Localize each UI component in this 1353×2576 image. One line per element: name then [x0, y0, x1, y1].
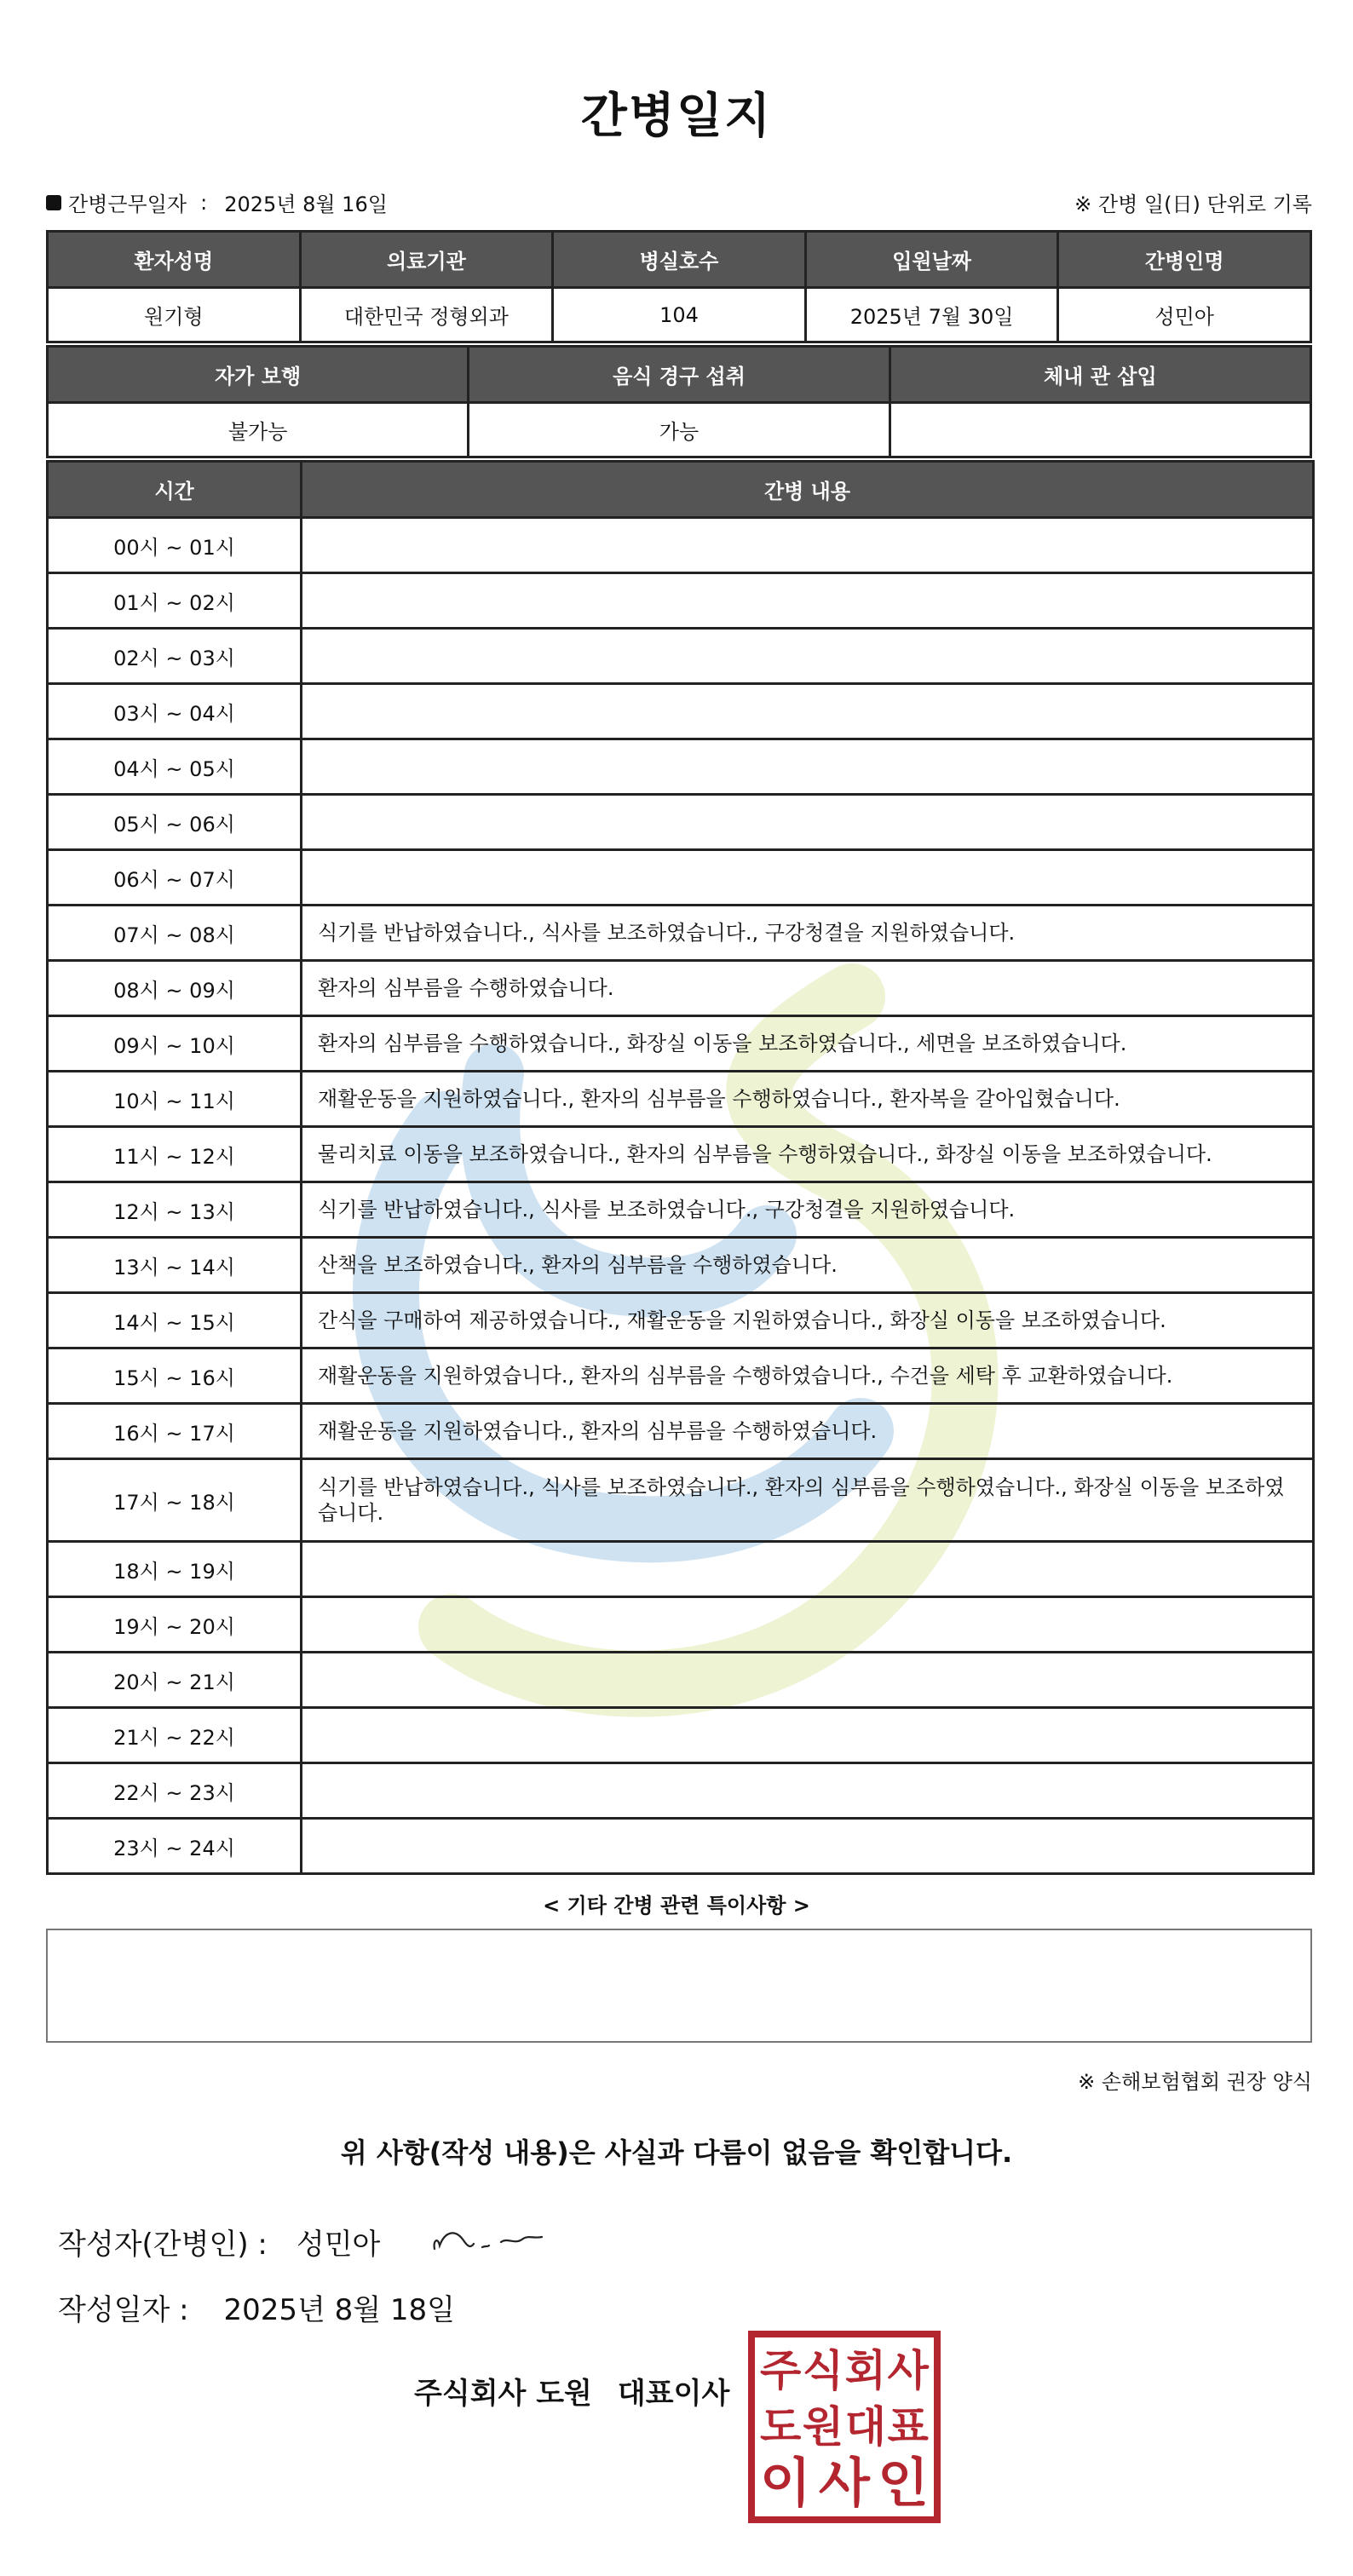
hospital-header: 의료기관 [300, 232, 553, 288]
care-content-cell [302, 795, 1314, 850]
care-content-cell: 식기를 반납하였습니다., 식사를 보조하였습니다., 구강청결을 지원하였습니다. [302, 906, 1314, 961]
written-date-line [58, 2286, 455, 2328]
remarks-box [46, 1929, 1312, 2043]
table-row [48, 1653, 1314, 1708]
hospital-cell: 대한민국 정형외과 [300, 288, 553, 342]
seal-char: 사 [819, 2452, 870, 2514]
caregiver-name-header: 간병인명 [1058, 232, 1311, 288]
handwritten-signature [429, 2220, 557, 2263]
care-content-cell: 환자의 심부름을 수행하였습니다., 화장실 이동을 보조하였습니다., 세면을 보조하였습니다. [302, 1016, 1314, 1072]
time-cell: 22시 ~ 23시 [48, 1763, 302, 1819]
time-cell: 17시 ~ 18시 [48, 1459, 302, 1542]
time-cell: 10시 ~ 11시 [48, 1072, 302, 1127]
seal-char: 원 [802, 2402, 844, 2452]
seal-char: 주 [760, 2346, 802, 2395]
care-content-header: 간병 내용 [302, 462, 1314, 518]
seal-char: 도 [760, 2402, 802, 2452]
patient-info-header-row [48, 232, 1311, 288]
care-content-cell: 식기를 반납하였습니다., 식사를 보조하였습니다., 환자의 심부름을 수행하였습니다., 화장실 이동을 보조하였습니다. [302, 1459, 1314, 1542]
care-content-cell [302, 739, 1314, 795]
care-log-header-row [48, 462, 1314, 518]
table-row [48, 1127, 1314, 1182]
time-cell: 14시 ~ 15시 [48, 1293, 302, 1348]
table-row [48, 961, 1314, 1016]
table-row [48, 1182, 1314, 1238]
seal-row [760, 2452, 929, 2514]
care-content-cell [302, 684, 1314, 739]
time-cell: 09시 ~ 10시 [48, 1016, 302, 1072]
time-cell: 23시 ~ 24시 [48, 1819, 302, 1874]
table-row [48, 1459, 1314, 1542]
table-row [48, 795, 1314, 850]
table-row [48, 1404, 1314, 1459]
care-content-cell [302, 518, 1314, 573]
oral-intake-header: 음식 경구 섭취 [469, 347, 890, 403]
time-cell: 15시 ~ 16시 [48, 1348, 302, 1404]
time-cell: 07시 ~ 08시 [48, 906, 302, 961]
patient-name-header: 환자성명 [48, 232, 301, 288]
square-bullet-icon [46, 195, 61, 210]
care-content-cell [302, 573, 1314, 629]
care-content-cell: 재활운동을 지원하였습니다., 환자의 심부름을 수행하였습니다. [302, 1404, 1314, 1459]
self-walking-cell: 불가능 [48, 403, 469, 457]
patient-info-value-row [48, 288, 1311, 342]
table-row [48, 1293, 1314, 1348]
care-content-cell: 재활운동을 지원하였습니다., 환자의 심부름을 수행하였습니다., 수건을 세탁 후 교환하였습니다. [302, 1348, 1314, 1404]
unit-note: ※ 간병 일(日) 단위로 기록 [1074, 193, 1312, 216]
time-cell: 06시 ~ 07시 [48, 850, 302, 906]
patient-name-cell: 원기형 [48, 288, 301, 342]
time-cell: 02시 ~ 03시 [48, 629, 302, 684]
table-row [48, 1708, 1314, 1763]
oral-intake-cell: 가능 [469, 403, 890, 457]
document-title: 간병일지 [580, 89, 773, 144]
written-date-value: 2025년 8월 18일 [223, 2293, 456, 2327]
writer-name: 성민아 [296, 2227, 381, 2262]
admission-date-cell: 2025년 7월 30일 [805, 288, 1058, 342]
care-content-cell [302, 629, 1314, 684]
room-number-cell: 104 [553, 288, 806, 342]
care-content-cell [302, 1542, 1314, 1597]
admission-date-header: 입원날짜 [805, 232, 1058, 288]
care-log-table [46, 460, 1315, 1875]
time-cell: 19시 ~ 20시 [48, 1597, 302, 1653]
work-date-value: 2025년 8월 16일 [224, 193, 388, 216]
time-cell: 08시 ~ 09시 [48, 961, 302, 1016]
confirmation-statement: 위 사항(작성 내용)은 사실과 다름이 없음을 확인합니다. [340, 2136, 1013, 2169]
company-line [414, 2370, 729, 2412]
care-content-cell [302, 1708, 1314, 1763]
time-cell: 16시 ~ 17시 [48, 1404, 302, 1459]
care-content-cell: 산책을 보조하였습니다., 환자의 심부름을 수행하였습니다. [302, 1238, 1314, 1293]
ceo-title: 대표이사 [617, 2377, 730, 2411]
company-name: 주식회사 도원 [414, 2377, 592, 2411]
time-cell: 03시 ~ 04시 [48, 684, 302, 739]
seal-characters [760, 2343, 929, 2514]
time-cell: 01시 ~ 02시 [48, 573, 302, 629]
work-date-colon: : [200, 190, 208, 215]
work-date [46, 187, 388, 217]
self-walking-header: 자가 보행 [48, 347, 469, 403]
written-date-label: 작성일자 : [58, 2293, 189, 2327]
care-content-cell [302, 1819, 1314, 1874]
table-row [48, 1597, 1314, 1653]
time-cell: 20시 ~ 21시 [48, 1653, 302, 1708]
time-cell: 00시 ~ 01시 [48, 518, 302, 573]
table-row [48, 1238, 1314, 1293]
care-log-body [48, 518, 1314, 1874]
room-number-header: 병실호수 [553, 232, 806, 288]
seal-row [760, 2399, 929, 2455]
table-row [48, 1819, 1314, 1874]
table-row [48, 629, 1314, 684]
care-content-cell: 재활운동을 지원하였습니다., 환자의 심부름을 수행하였습니다., 환자복을 갈아입혔습니다. [302, 1072, 1314, 1127]
time-header: 시간 [48, 462, 302, 518]
meta-row [46, 187, 1312, 221]
recommend-note: ※ 손해보험협회 권장 양식 [1078, 2070, 1312, 2094]
table-row [48, 906, 1314, 961]
seal-row [760, 2343, 929, 2399]
time-cell: 04시 ~ 05시 [48, 739, 302, 795]
company-seal-stamp [748, 2331, 941, 2523]
table-row [48, 1072, 1314, 1127]
table-row [48, 850, 1314, 906]
table-row [48, 1763, 1314, 1819]
care-content-cell: 간식을 구매하여 제공하였습니다., 재활운동을 지원하였습니다., 화장실 이동을 보조하였습니다. [302, 1293, 1314, 1348]
writer-line [58, 2220, 557, 2263]
care-content-cell [302, 1597, 1314, 1653]
tube-insertion-header: 체내 관 삽입 [890, 347, 1310, 403]
table-row [48, 684, 1314, 739]
seal-char: 표 [887, 2402, 929, 2452]
patient-status-header-row [48, 347, 1311, 403]
care-content-cell: 환자의 심부름을 수행하였습니다. [302, 961, 1314, 1016]
work-date-label: 간병근무일자 [68, 193, 187, 216]
table-row [48, 573, 1314, 629]
time-cell: 11시 ~ 12시 [48, 1127, 302, 1182]
seal-char: 대 [844, 2402, 887, 2452]
time-cell: 13시 ~ 14시 [48, 1238, 302, 1293]
table-row [48, 1016, 1314, 1072]
caregiver-name-cell: 성민아 [1058, 288, 1311, 342]
time-cell: 12시 ~ 13시 [48, 1182, 302, 1238]
patient-info-table [46, 230, 1312, 343]
patient-status-table [46, 345, 1312, 458]
seal-char: 사 [887, 2346, 929, 2395]
tube-insertion-cell [890, 403, 1310, 457]
care-content-cell [302, 1653, 1314, 1708]
remarks-title: < 기타 간병 관련 특이사항 > [543, 1894, 810, 1918]
care-content-cell: 식기를 반납하였습니다., 식사를 보조하였습니다., 구강청결을 지원하였습니다. [302, 1182, 1314, 1238]
care-content-cell: 물리치료 이동을 보조하였습니다., 환자의 심부름을 수행하였습니다., 화장실 이동을 보조하였습니다. [302, 1127, 1314, 1182]
seal-char: 식 [802, 2346, 844, 2395]
table-row [48, 1542, 1314, 1597]
table-row [48, 1348, 1314, 1404]
time-cell: 05시 ~ 06시 [48, 795, 302, 850]
table-row [48, 518, 1314, 573]
patient-status-value-row [48, 403, 1311, 457]
care-content-cell [302, 1763, 1314, 1819]
table-row [48, 739, 1314, 795]
time-cell: 21시 ~ 22시 [48, 1708, 302, 1763]
care-content-cell [302, 850, 1314, 906]
seal-char: 인 [878, 2452, 929, 2514]
seal-char: 회 [844, 2346, 887, 2395]
seal-char: 이 [760, 2452, 811, 2514]
time-cell: 18시 ~ 19시 [48, 1542, 302, 1597]
writer-label: 작성자(간병인) : [58, 2227, 268, 2262]
